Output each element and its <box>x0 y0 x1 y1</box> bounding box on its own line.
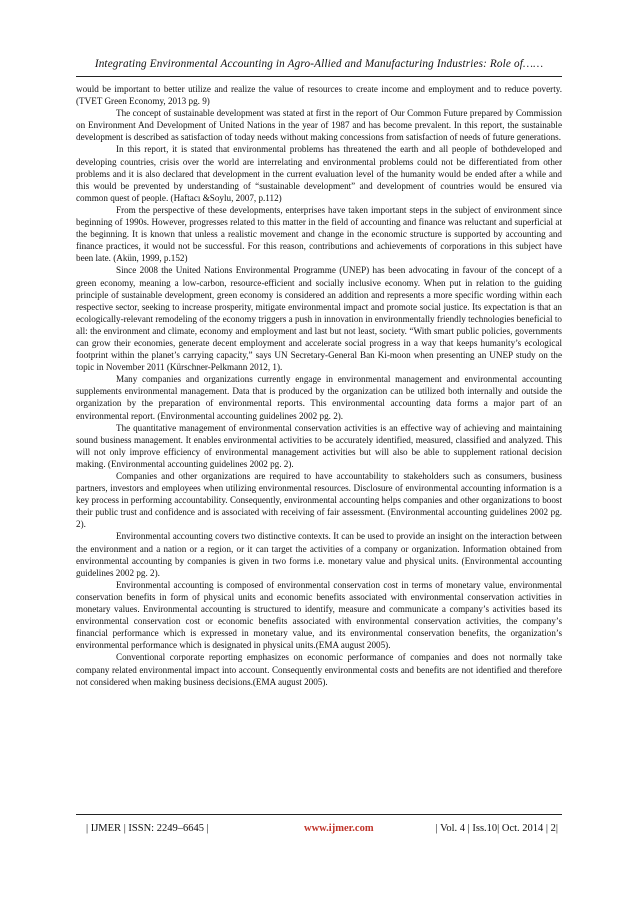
issue-page-info: | Vol. 4 | Iss.10| Oct. 2014 | 2| <box>435 823 558 834</box>
paragraph: Since 2008 the United Nations Environmental Programme (UNEP) has been advocating in favour of the concept of a green economy, meaning a low-carbon, resource-efficient and socially inclusive economy. When put in relation to the guiding principle of sustainable development, green economy is considered an addition and represents a more specific wording within each respective sector, seeking to increase prosperity, mitigate environmental impact and promote social justice. Its expectation is that an ecologically-relevant remodeling of the economy triggers a push in innovation in environmentally friendly technologies beneficial to all: the environment and climate, economy and employment and last but not least, society. “With smart public policies, governments can grow their economies, generate decent employment and accelerate social progress in a way that keeps humanity’s ecological footprint within the planet’s carrying capacity,” says UN Secretary-General Ban Ki-moon when presenting an UNEP study on the topic in November 2011 (Kürschner-Pelkmann 2012, 1). <box>76 265 562 373</box>
paragraph: From the perspective of these developments, enterprises have taken important steps in the subject of environment since beginning of 1990s. However, progresses related to this matter in the field of accounting and finance was reluctant and superficial at the beginning. It is known that unless a realistic movement and change in the economic structure is supported by accounting and finance practices, it would not be successful. For this reason, contributions and achievements of corporations in this subject have been late. (Akün, 1999, p.152) <box>76 204 562 264</box>
paragraph: Environmental accounting is composed of environmental conservation cost in terms of monetary value, environmental conservation benefits in form of physical units and economic benefits associated with environmental conservation activities in monetary values. Environmental accounting is structured to identify, measure and communicate a company’s activities based its environmental conservation cost or economic benefits associated with environmental conservation activities, the company’s financial performance which is expressed in monetary value, and its environmental conservation benefits, the organization’s environmental performance which is designated in physical units.(EMA august 2005). <box>76 579 562 651</box>
page-footer <box>76 822 562 836</box>
footer-rule <box>76 814 562 815</box>
journal-website-link[interactable]: www.ijmer.com <box>304 823 374 834</box>
running-header: Integrating Environmental Accounting in Agro-Allied and Manufacturing Industries: Role of…… <box>94 58 544 70</box>
paragraph: In this report, it is stated that environmental problems has threatened the earth and all people of bothdeveloped and developing countries, crisis over the world are interrelating and environmental problems could not be differentiated from other problems and it is also declared that development in the current evaluation level of the humanity would be ended after a while and this would be prevented by understanding of “sustainable development” and development of countries would be ensured via common quest of people. (Haftacı &Soylu, 2007, p.112) <box>76 144 562 203</box>
paragraph: Environmental accounting covers two distinctive contexts. It can be used to provide an insight on the interaction between the environment and a nation or a region, or it can target the activities of a company or organization. Information obtained from environmental accounting by companies is given in two forms i.e. monetary value and physical units. (Environmental accounting guidelines 2002 pg. 2). <box>76 531 562 578</box>
header-rule <box>76 76 562 77</box>
paragraph: Many companies and organizations currently engage in environmental management and environmental accounting supplements environmental management. Data that is produced by the organization can be utilized both internally and outside the organization by the preparation of environmental reports. This environmental accounting data forms a major part of an environmental report. (Environmental accounting guidelines 2002 pg. 2). <box>76 374 562 421</box>
paragraph: Companies and other organizations are required to have accountability to stakeholders such as consumers, business partners, investors and employees when utilizing environmental resources. Disclosure of environmental accounting information is a key process in performing accountability. Consequently, environmental accounting helps companies and other organizations to boost their public trust and confidence and is associated with receiving of fair assessment. (Environmental accounting guidelines 2002 pg. 2). <box>76 471 562 530</box>
paragraph: would be important to better utilize and realize the value of resources to create income and employment and to reduce poverty. (TVET Green Economy, 2013 pg. 9) <box>76 84 562 107</box>
journal-issn: | IJMER | ISSN: 2249–6645 | <box>86 823 209 834</box>
paragraph: The concept of sustainable development was stated at first in the report of Our Common Future prepared by Commission on Environment And Development of United Nations in the year of 1987 and has become prevalent. In this report, the sustainable development is described as satisfaction of today needs without making concessions from satisfaction of needs of future generations. <box>76 108 562 143</box>
article-body <box>76 83 562 688</box>
paragraph: Conventional corporate reporting emphasizes on economic performance of companies and does not normally take company related environmental impact into account. Consequently environmental costs and benefits are not identified and therefore not considered when making business decisions.(EMA august 2005). <box>76 652 562 687</box>
paragraph: The quantitative management of environmental conservation activities is an effective way of achieving and maintaining sound business management. It enables environmental activities to be accurately identified, measured, classified and analyzed. This will not only improve efficiency of environmental management activities but will also be able to supplement rational decision making. (Environmental accounting guidelines 2002 pg. 2). <box>76 422 562 469</box>
